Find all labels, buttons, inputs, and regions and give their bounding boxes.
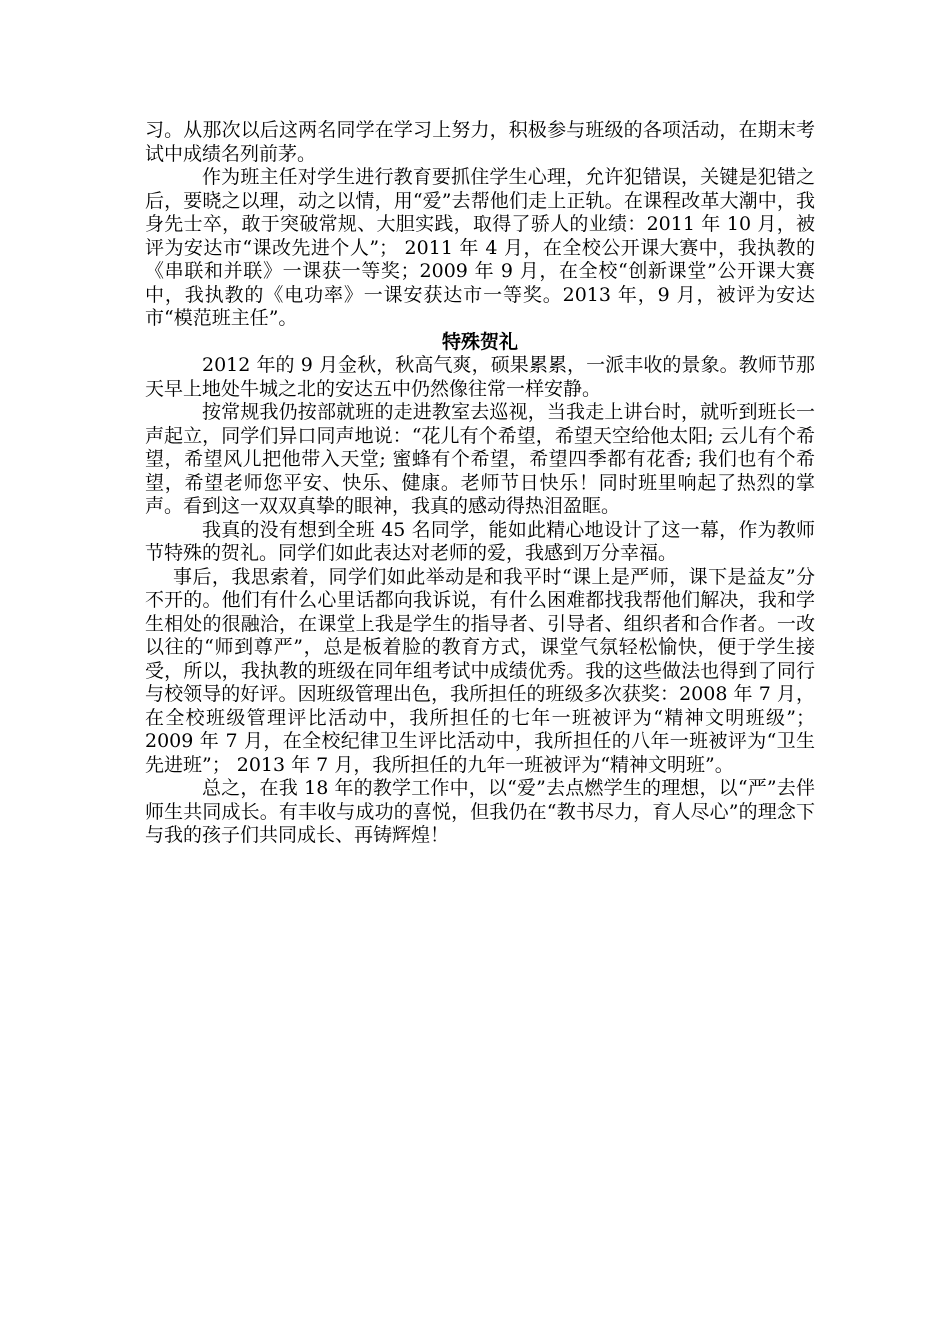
paragraph: 作为班主任对学生进行教育要抓住学生心理，允许犯错误，关键是犯错之后，要晓之以理，动之以情，用“爱”去帮他们走上正轨。在课程改革大潮中，我身先士卒，敢于突破常规、大胆实践，取得了骄人的业绩：2011 年 10 月，被评为安达市“课改先进个人”； 2011 年 4 月，在全校公开课大赛中，我执教的《串联和并联》一课获一等奖；2009 年 9 月，在全校“创新课堂”公开课大赛中，我执教的《电功率》一课安获达市一等奖。2013 年，9 月，被评为安达市“模范班主任”。 [145, 166, 815, 329]
paragraph: 按常规我仍按部就班的走进教室去巡视，当我走上讲台时，就听到班长一声起立，同学们异口同声地说：“花儿有个希望，希望天空给他太阳; 云儿有个希望，希望风儿把他带入天堂; 蜜蜂有个希望，希望四季都有花香; 我们也有个希望，希望老师您平安、快乐、健康。老师节日快乐！同时班里响起了热烈的掌声。看到这一双双真挚的眼神，我真的感动得热泪盈眶。 [145, 401, 815, 517]
document-body [145, 119, 815, 848]
paragraph: 我真的没有想到全班 45 名同学，能如此精心地设计了这一幕，作为教师节特殊的贺礼。同学们如此表达对老师的爱，我感到万分幸福。 [145, 518, 815, 564]
paragraph: 2012 年的 9 月金秋，秋高气爽，硕果累累，一派丰收的景象。教师节那天早上地处牛城之北的安达五中仍然像往常一样安静。 [145, 354, 815, 400]
section-heading: 特殊贺礼 [441, 330, 518, 353]
paragraph: 事后，我思索着，同学们如此举动是和我平时“课上是严师，课下是益友”分不开的。他们有什么心里话都向我诉说，有什么困难都找我帮他们解决，我和学生相处的很融洽，在课堂上我是学生的指导者、引导者、组织者和合作者。一改以往的“师到尊严”，总是板着脸的教育方式，课堂气氛轻松愉快，便于学生接受，所以，我执教的班级在同年组考试中成绩优秀。我的这些做法也得到了同行与校领导的好评。因班级管理出色，我所担任的班级多次获奖：2008 年 7 月，在全校班级管理评比活动中，我所担任的七年一班被评为“精神文明班级”；2009 年 7 月，在全校纪律卫生评比活动中，我所担任的八年一班被评为“卫生先进班”； 2013 年 7 月，我所担任的九年一班被评为“精神文明班”。 [145, 565, 815, 776]
paragraph: 总之，在我 18 年的教学工作中，以“爱”去点燃学生的理想，以“严”去伴师生共同成长。有丰收与成功的喜悦，但我仍在“教书尽力，育人尽心”的理念下与我的孩子们共同成长、再铸辉煌！ [145, 777, 815, 846]
paragraph: 习。从那次以后这两名同学在学习上努力，积极参与班级的各项活动，在期末考试中成绩名列前茅。 [145, 119, 815, 165]
